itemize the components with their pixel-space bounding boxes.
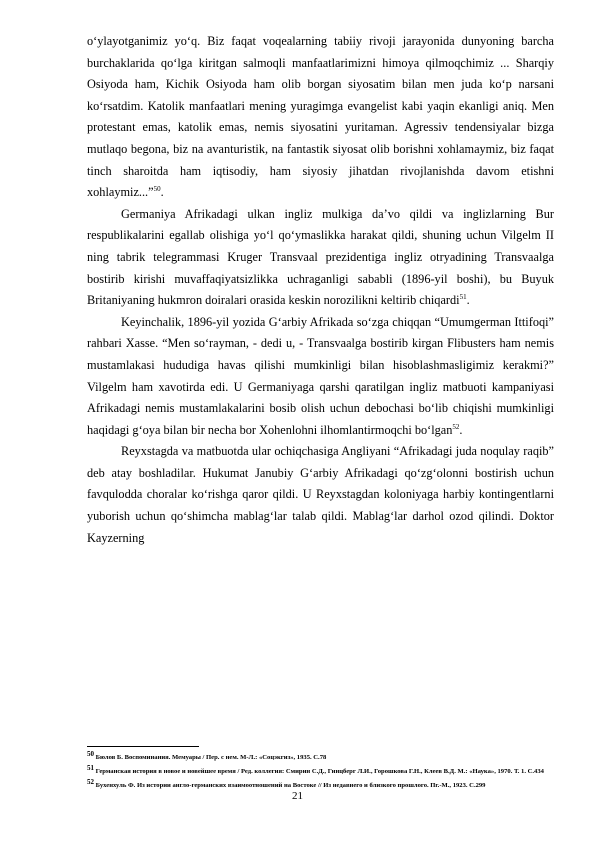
footnote-number: 51	[87, 763, 94, 772]
paragraph: Keyinchalik, 1896-yil yozida G‘arbiy Afrikada so‘zga chiqqan “Umumgerman Ittifoqi” rahbari Xasse. “Men so‘rayman, - dedi u, - Transvaalga bostirib kirgan Flibusters ham nemis mustamlakasi hududiga havas qilishi mumkinligi bilan hisoblashmasligimiz kerakmi?” Vilgelm ham xavotirda edi. U Germaniyaga qarshi qaratilgan ingliz matbuoti kampaniyasi Afrikadagi nemis mustamlakalarini bosib olish uchun debochasi bo‘lib chiqishi mumkinligi haqidagi g‘oya bilan bir necha bor Xohenlohni ilhomlantirmoqchi bo‘lgan$^{52}$.	[87, 314, 554, 437]
footnote	[87, 749, 557, 763]
footnote	[87, 763, 557, 777]
body-text	[87, 31, 554, 549]
footnote-divider	[87, 746, 199, 747]
footnote-ref: 50	[153, 185, 161, 194]
paragraph-continued: o‘ylayotganimiz yo‘q. Biz faqat voqealarning tabiiy rivoji jarayonida dunyoning barcha burchaklarida qo‘lga kiritgan salmoqli manfaatlarimizni himoya qilmoqchimiz ... Sharqiy Osiyoda ham, Kichik Osiyoda ham olib borgan siyosatim bilan men juda ko‘p narsani ko‘rsatdim. Katolik manfaatlari mening yuragimga evangelist kabi yaqin ekanligi aniq. Men protestant emas, katolik emas, nemis siyosatini yuritaman. Agressiv tendensiyalar bizga mutlaqo begona, biz na avanturistik, na fantastik siyosat olib borishni xohlamaymiz, biz faqat tinch sharoitda ham iqtisodiy, ham siyosiy jihatdan rivojlanishda davom etishni xohlaymiz...”$^{50}$.	[87, 34, 554, 200]
paragraph-text: Reyxstagda va matbuotda ular ochiqchasiga Angliyani “Afrikadagi juda noqulay raqib” deb atay boshladilar. Hukumat Janubiy G‘arbiy Afrikadagi qo‘zg‘olonni bostirish uchun favqulodda choralar ko‘rishga qaror qildi. U Reyxstagdan koloniyaga harbiy kontingentlarni yuborish uchun qo‘shimcha mablag‘lar talab qildi. Mablag‘lar darhol ozod qilindi. Doktor Kayzerning	[87, 444, 554, 545]
page-number: 21	[292, 790, 303, 802]
footnote-text: Германская история в новое и новейшее время / Ред. коллегия: Смирин С.Д., Гинцберг Л.И., Горошкова Г.Н., Клеев В.Д. М.: «Наука», 1970. Т. 1. С.434	[95, 768, 544, 775]
paragraph	[87, 441, 554, 549]
footnote-ref: 52	[452, 422, 460, 431]
footnotes	[87, 749, 557, 794]
paragraph: Germaniya Afrikadagi ulkan ingliz mulkiga da’vo qildi va inglizlarning Bur respublikalarini egallab olishiga yo‘l qo‘ymaslikka harakat qildi, shuning uchun Vilgelm II ning tabrik telegrammasi Kruger Transvaal prezidentiga ingliz otryadining Transvaalga bostirib kirishi muvaffaqiyatsizlikka uchraganligi sababli (1896-yil boshi), bu Buyuk Britaniyaning hukmron doiralari orasida keskin norozilikni keltirib chiqardi$^{51}$.	[87, 206, 554, 308]
paragraph-text: o‘ylayotganimiz yo‘q. Biz faqat voqealarning tabiiy rivoji jarayonida dunyoning barcha burchaklarida qo‘lga kiritgan salmoqli manfaatlarimizni himoya qilmoqchimiz ... Sharqiy Osiyoda ham, Kichik Osiyoda ham olib borgan siyosatim bilan men juda ko‘p narsani ko‘rsatdim. Katolik manfaatlari mening yuragimga evangelist kabi yaqin ekanligi aniq. Men protestant emas, katolik emas, nemis siyosatini yuritaman. Agressiv tendensiyalar bizga mutlaqo begona, biz na avanturistik, na fantastik siyosat olib borishni xohlamaymiz, biz faqat tinch sharoitda ham iqtisodiy, ham siyosiy jihatdan rivojlanishda davom etishni xohlaymiz...”	[87, 34, 554, 200]
footnote-number: 52	[87, 777, 94, 786]
paragraph-text: Germaniya Afrikadagi ulkan ingliz mulkiga da’vo qildi va inglizlarning Bur respublikalarini egallab olishiga yo‘l qo‘ymaslikka harakat qildi, shuning uchun Vilgelm II ning tabrik telegrammasi Kruger Transvaal prezidentiga ingliz otryadining Transvaalga bostirib kirishi muvaffaqiyatsizlikka uchraganligi sababli (1896-yil boshi), bu Buyuk Britaniyaning hukmron doiralari orasida keskin norozilikni keltirib chiqardi	[87, 206, 554, 308]
footnote-ref: 51	[459, 293, 467, 302]
footnote-text: Бюлов Б. Воспоминания. Мемуары / Пер. с нем. М-Л.: «Соцэкгиз», 1935. С.78	[95, 754, 327, 761]
footnote-text: Бухенхуль Ф. Из истории англо-германских взаимоотношений на Востоке // Из недавнего и близкого прошлого. Пг.-М., 1923. С.299	[95, 782, 486, 789]
paragraph-text: Keyinchalik, 1896-yil yozida G‘arbiy Afrikada so‘zga chiqqan “Umumgerman Ittifoqi” rahbari Xasse. “Men so‘rayman, - dedi u, - Transvaalga bostirib kirgan Flibusters ham nemis mustamlakasi hududiga havas qilishi mumkinligi bilan hisoblashmasligimiz kerakmi?” Vilgelm ham xavotirda edi. U Germaniyaga qarshi qaratilgan ingliz matbuoti kampaniyasi Afrikadagi nemis mustamlakalarini bosib olish uchun debochasi bo‘lib chiqishi mumkinligi haqidagi g‘oya bilan bir necha bor Xohenlohni ilhomlantirmoqchi bo‘lgan	[87, 314, 554, 437]
footnote-number: 50	[87, 749, 94, 758]
